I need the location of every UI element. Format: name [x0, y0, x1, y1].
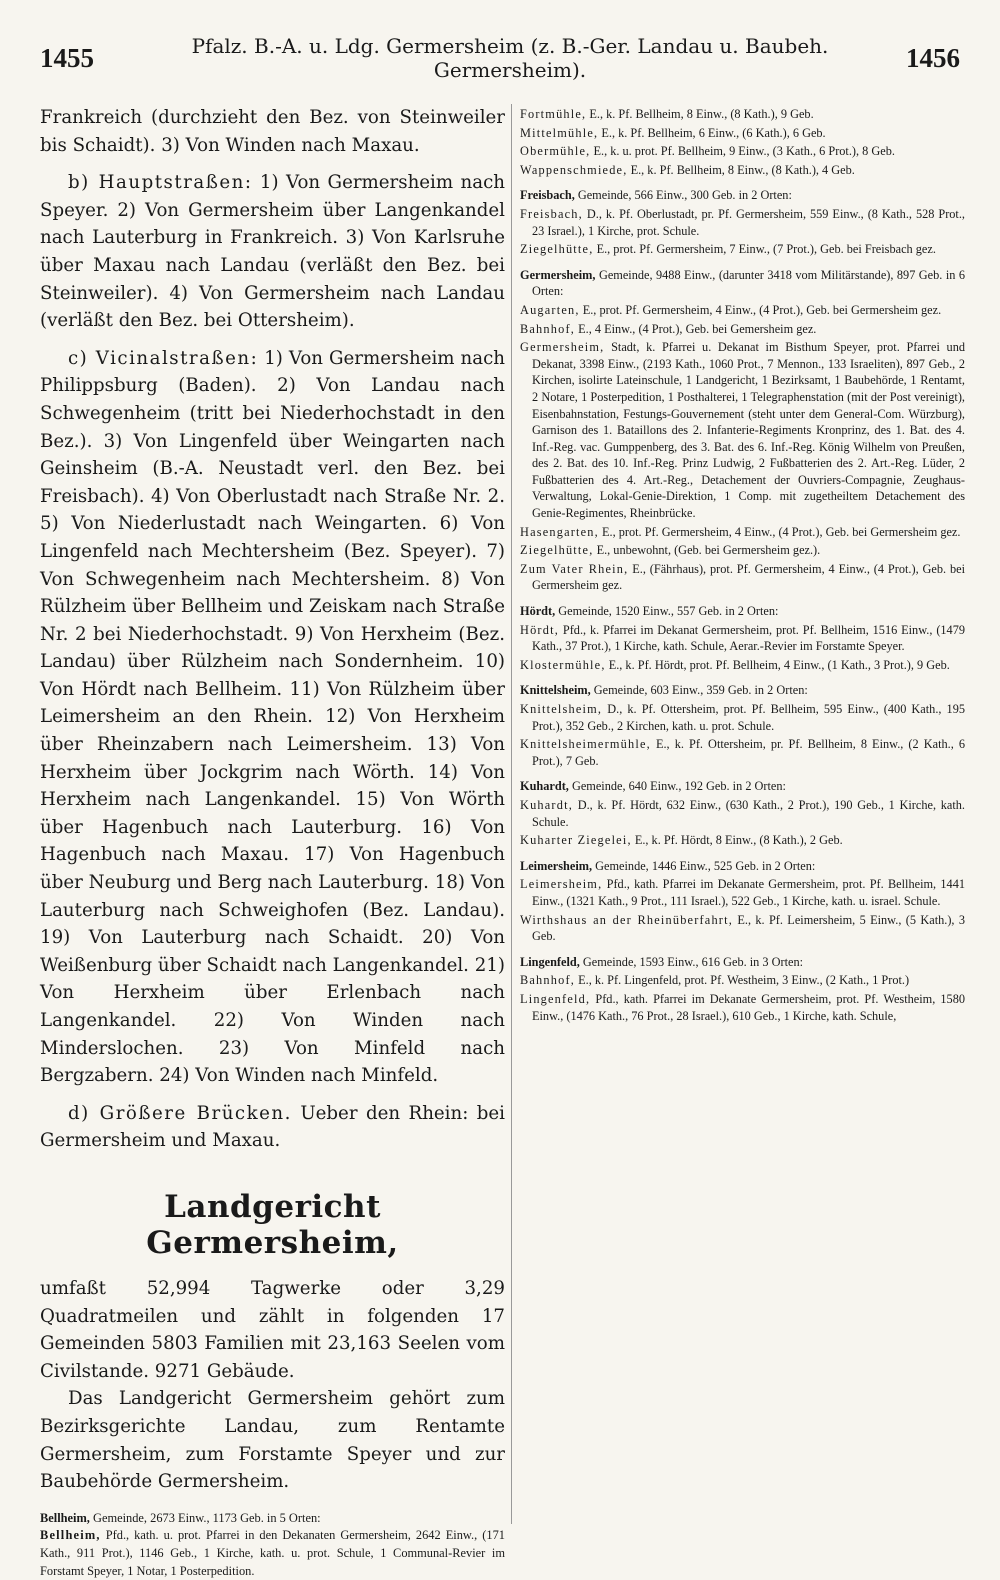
municipality-heading — [520, 267, 965, 300]
place-details: E., k. Pf. Ottersheim, pr. Pf. Bellheim, 8 Einw., (2 Kath., 6 Prot.), 7 Geb. — [532, 737, 966, 768]
place-entry-bellheim — [40, 1527, 505, 1580]
place-details: Pfd., kath. u. prot. Pfarrei in den Dekanaten Germersheim, 2642 Einw., (171 Kath., 911 Prot.), 1146 Geb., 1 Kirche, kath. u. prot. Schule, 1 Communal-Revier im Forstamt Speyer, 1 Notar, 1 Posterpedition. — [40, 1528, 505, 1578]
municipality-heading — [520, 954, 965, 971]
place-name: Kuharter Ziegelei, — [520, 833, 632, 848]
bridges-text: Ueber den Rhein: bei Germersheim und Maxau. — [40, 1102, 505, 1152]
place-entry — [520, 206, 965, 239]
place-entry — [520, 241, 965, 258]
place-name: Zum Vater Rhein, — [520, 561, 629, 576]
place-entry — [520, 302, 965, 319]
place-entry — [520, 561, 965, 594]
place-name: Klostermühle, — [520, 657, 606, 672]
municipality-stats: Gemeinde, 9488 Einw., (darunter 3418 vom Militärstande), 897 Geb. in 6 Orten: — [532, 267, 965, 299]
place-details: E., k. Pf. Bellheim, 6 Einw., (6 Kath.), 6 Geb. — [601, 125, 826, 140]
section-title: Landgericht Germersheim, — [146, 1188, 399, 1261]
municipality-name: Leimersheim, — [520, 858, 593, 873]
municipality-heading — [520, 603, 965, 620]
municipality-stats: Gemeinde, 1446 Einw., 525 Geb. in 2 Orten: — [595, 858, 816, 873]
municipality-stats: Gemeinde, 640 Einw., 192 Geb. in 2 Orten: — [571, 779, 786, 794]
place-details: E., k. Pf. Hördt, 8 Einw., (8 Kath.), 2 Geb. — [634, 833, 843, 848]
place-name: Fortmühle, — [520, 107, 587, 121]
place-details: Stadt, k. Pfarrei u. Dekanat im Bisthum Speyer, prot. Pfarrei und Dekanat, 3398 Einw., (2193 Kath., 1060 Prot., 7 Mennon., 133 Israeliten), 897 Geb., 2 Kirchen, isolirte Lateinschule, 1 Landgericht, 1 Bezirksamt, 1 Baubehörde, 1 Rentamt, 2 Notare, 1 Posterpedition, 1 Posthalterei, 1 Telegraphenstation (mit der Post vereinigt), Eisenbahnstation, Festungs-Gouvernement (steht unter dem General-Com. Würzburg), Garnison des 1. Bataillons des 2. Infanterie-Regiments Kronprinz, des 1. Bat. des 4. Inf.-Reg. vac. Gumppenberg, des 3. Bat. des 6. Inf.-Reg. König Wilhelm von Preußen, des 2. Bat. des 10. Inf.-Reg. Prinz Ludwig, 2 Fußbatterien des 2. Art.-Reg. Lüder, 2 Fußbatterien des 4. Art.-Reg., Detachement der Ouvriers-Compagnie, Zeughaus-Verwaltung, Lokal-Genie-Direktion, 1 Comp. mit zugetheiltem Detachement des Genie-Regimentes, Rheinbrücke. — [532, 340, 965, 521]
place-details: E., unbewohnt, (Geb. bei Germersheim gez.). — [596, 543, 821, 558]
place-entry — [520, 972, 965, 989]
place-details: D., k. Pf. Ottersheim, prot. Pf. Bellheim, 595 Einw., (400 Kath., 195 Prot.), 352 Geb., 2 Kirchen, kath. u. prot. Schule. — [532, 702, 966, 733]
place-details: E., k. u. prot. Pf. Bellheim, 9 Einw., (3 Kath., 6 Prot.), 8 Geb. — [593, 144, 895, 159]
municipality-stats: Gemeinde, 566 Einw., 300 Geb. in 2 Orten: — [577, 188, 792, 203]
municipality-stats: Gemeinde, 2673 Einw., 1173 Geb. in 5 Orten: — [93, 1510, 321, 1525]
place-entry — [520, 876, 965, 909]
place-name: Wirthshaus an der Rheinüberfahrt, — [520, 912, 733, 927]
place-details: E., k. Pf. Bellheim, 8 Einw., (8 Kath.), 9 Geb. — [589, 107, 814, 121]
place-details: E., prot. Pf. Germersheim, 4 Einw., (4 Prot.), Geb. bei Germersheim gez. — [602, 524, 961, 539]
vicinal-roads-paragraph — [40, 345, 505, 1090]
place-details: D., k. Pf. Oberlustadt, pr. Pf. Germersheim, 559 Einw., (8 Kath., 528 Prot., 23 Israel.), 1 Kirche, prot. Schule. — [532, 206, 966, 238]
main-roads-paragraph — [40, 169, 505, 335]
municipality-name: Freisbach, — [520, 188, 575, 203]
place-details: E., k. Pf. Bellheim, 8 Einw., (8 Kath.), 4 Geb. — [630, 162, 855, 177]
place-name: Leimersheim, — [520, 877, 603, 892]
municipality-name: Bellheim, — [40, 1510, 90, 1525]
place-details: Pfd., k. Pfarrei im Dekanat Germersheim, prot. Pf. Bellheim, 1516 Einw., (1479 Kath., 37 Prot.), 1 Kirche, kath. Schule, Aerar.-Revier im Forstamte Speyer. — [532, 622, 966, 654]
municipality-name: Knittelsheim, — [520, 683, 591, 698]
place-name: Wappenschmiede, — [520, 162, 628, 177]
place-details: E., k. Pf. Leimersheim, 5 Einw., (5 Kath.), 3 Geb. — [532, 912, 966, 944]
place-name: Hasengarten, — [520, 524, 599, 539]
place-details: Pfd., kath. Pfarrei im Dekanate Germersheim, prot. Pf. Westheim, 1580 Einw., (1476 Kath., 76 Prot., 28 Israel.), 610 Geb., 1 Kirche, kath. Schule, — [532, 991, 965, 1023]
place-entry — [520, 736, 965, 769]
district-summary: umfaßt 52,994 Tagwerke oder 3,29 Quadratmeilen und zählt in folgenden 17 Gemeinden 5803 Familien mit 23,163 Seelen vom Civilstande. 9271 Gebäude. — [40, 1277, 505, 1382]
bridges-paragraph — [40, 1100, 505, 1155]
place-entry — [520, 622, 965, 655]
place-entry — [520, 832, 965, 849]
municipality-heading — [520, 682, 965, 699]
main-roads-text: 1) Von Germersheim nach Speyer. 2) Von Germersheim über Langenkandel nach Lauterburg in Frankreich. 3) Von Karlsruhe über Maxau nach Landau (verläßt den Bez. bei Steinweiler). 4) Von Germersheim nach Landau (verläßt den Bez. bei Ottersheim). — [40, 172, 505, 332]
municipality-name: Germersheim, — [520, 267, 596, 282]
column-divider — [511, 104, 512, 1524]
municipality-name: Kuhardt, — [520, 779, 569, 794]
municipality-heading — [520, 187, 965, 204]
left-column — [40, 104, 505, 1578]
place-entry — [520, 339, 965, 522]
place-name: Obermühle, — [520, 144, 591, 159]
place-name: Ziegelhütte, — [520, 543, 594, 558]
main-roads-label: b) Hauptstraßen: — [68, 172, 253, 194]
place-name: Kuhardt, — [520, 797, 573, 812]
page-number-left: 1455 — [40, 42, 94, 73]
place-entry — [520, 106, 965, 123]
municipality-stats: Gemeinde, 1593 Einw., 616 Geb. in 3 Orten: — [582, 954, 804, 969]
place-name: Bahnhof, — [520, 321, 576, 336]
place-entry — [520, 701, 965, 734]
place-details: E., k. Pf. Lingenfeld, prot. Pf. Westheim, 3 Einw., (2 Kath., 1 Prot.) — [578, 973, 910, 988]
place-name: Knittelsheim, — [520, 702, 603, 716]
place-details: E., prot. Pf. Germersheim, 7 Einw., (7 Prot.), Geb. bei Freisbach gez. — [596, 242, 936, 257]
place-entry — [520, 657, 965, 674]
place-name: Knittelsheimermühle, — [520, 737, 651, 752]
place-details: Pfd., kath. Pfarrei im Dekanate Germersheim, prot. Pf. Bellheim, 1441 Einw., (1321 Kath., 9 Prot., 111 Israel.), 522 Geb., 1 Kirche, kath. u. israel. Schule. — [532, 877, 965, 908]
vicinal-roads-label: c) Vicinalstraßen: — [68, 347, 259, 369]
place-entry — [520, 912, 965, 945]
place-details: D., k. Pf. Hördt, 632 Einw., (630 Kath., 2 Prot.), 190 Geb., 1 Kirche, kath. Schule. — [532, 797, 965, 829]
municipality-name: Lingenfeld, — [520, 954, 580, 969]
place-name: Lingenfeld, — [520, 991, 591, 1006]
place-details: E., 4 Einw., (4 Prot.), Geb. bei Gemersheim gez. — [578, 321, 817, 336]
place-name: Bahnhof, — [520, 973, 576, 988]
municipality-heading — [520, 778, 965, 795]
place-name: Bellheim, — [40, 1528, 101, 1543]
place-entry — [520, 797, 965, 830]
page-number-right: 1456 — [906, 42, 960, 73]
place-entry — [520, 991, 965, 1024]
bridges-label: d) Größere Brücken. — [68, 1102, 292, 1124]
place-name: Ziegelhütte, — [520, 242, 594, 257]
municipality-stats: Gemeinde, 603 Einw., 359 Geb. in 2 Orten: — [593, 683, 808, 698]
place-entry — [520, 125, 965, 142]
municipality-heading — [520, 858, 965, 875]
district-jurisdiction: Das Landgericht Germersheim gehört zum Bezirksgerichte Landau, zum Rentamte Germersheim, zum Forstamte Speyer und zur Baubehörde Germersheim. — [40, 1388, 505, 1493]
place-entry — [520, 524, 965, 541]
place-entry — [520, 143, 965, 160]
place-name: Freisbach, — [520, 206, 583, 221]
running-title: Pfalz. B.-A. u. Ldg. Germersheim (z. B.-Ger. Landau u. Baubeh. Germersheim). — [191, 34, 829, 82]
roads-continuation: Frankreich (durchzieht den Bez. von Steinweiler bis Schaidt). 3) Von Winden nach Maxau. — [40, 107, 505, 156]
municipality-stats: Gemeinde, 1520 Einw., 557 Geb. in 2 Orten: — [558, 604, 779, 619]
vicinal-roads-text: 1) Von Germersheim nach Philippsburg (Baden). 2) Von Landau nach Schwegenheim (tritt bei Niederhochstadt in den Bez.). 3) Von Lingenfeld über Weingarten nach Geinsheim (B.-A. Neustadt verl. den Bez. bei Freisbach). 4) Von Oberlustadt nach Straße Nr. 2. 5) Von Niederlustadt nach Weingarten. 6) Von Lingenfeld nach Mechtersheim (Bez. Speyer). 7) Von Schwegenheim nach Mechtersheim. 8) Von Rülzheim über Bellheim und Zeiskam nach Straße Nr. 2 bei Niederhochstadt. 9) Von Herxheim (Bez. Landau) über Rülzheim nach Sondernheim. 10) Von Hördt nach Bellheim. 11) Von Rülzheim über Leimersheim an den Rhein. 12) Von Herxheim über Rheinzabern nach Leimersheim. 13) Von Herxheim über Jockgrim nach Wörth. 14) Von Herxheim nach Langenkandel. 15) Von Wörth über Hagenbuch nach Lauterburg. 16) Von Hagenbuch nach Maxau. 17) Von Hagenbuch über Neuburg und Berg nach Lauterburg. 18) Von Lauterburg nach Schweighofen (Bez. Landau). 19) Von Lauterburg nach Schaidt. 20) Von Weißenburg über Schaidt nach Langenkandel. 21) Von Herxheim über Erlenbach nach Langenkandel. 22) Von Winden nach Minderslochen. 23) Von Minfeld nach Bergzabern. 24) Von Winden nach Minfeld. — [40, 347, 505, 1087]
place-name: Mittelmühle, — [520, 125, 599, 140]
place-entry — [520, 542, 965, 559]
place-details: E., prot. Pf. Germersheim, 4 Einw., (4 Prot.), Geb. bei Germersheim gez. — [582, 302, 942, 317]
page-header — [40, 34, 960, 82]
place-name: Augarten, — [520, 302, 580, 317]
place-name: Germersheim, — [520, 340, 605, 355]
right-column — [520, 104, 965, 1529]
place-name: Hördt, — [520, 622, 559, 637]
municipality-heading-bellheim — [40, 1510, 505, 1528]
place-entry — [520, 162, 965, 179]
place-entry — [520, 321, 965, 338]
municipality-name: Hördt, — [520, 604, 556, 619]
place-details: E., k. Pf. Hördt, prot. Pf. Bellheim, 4 Einw., (1 Kath., 3 Prot.), 9 Geb. — [608, 657, 950, 672]
place-details: E., (Fährhaus), prot. Pf. Germersheim, 4 Einw., (4 Prot.), Geb. bei Germersheim gez. — [532, 561, 965, 593]
